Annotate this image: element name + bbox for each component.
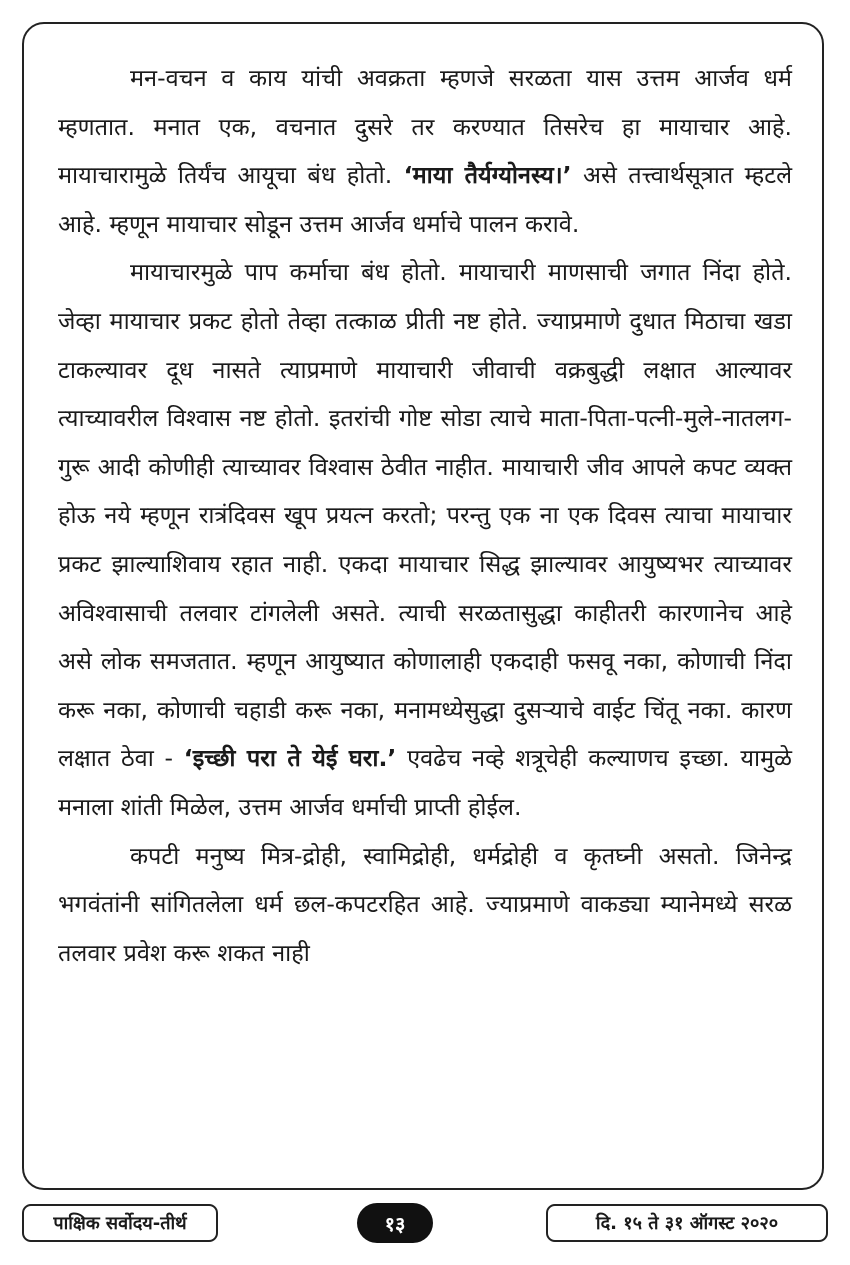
paragraph-3-text: कपटी मनुष्य मित्र-द्रोही, स्वामिद्रोही, धर्मद्रोही व कृतघ्नी असतो. जिनेन्द्र भगवंतांनी सांगितलेला धर्म छल-कपटरहित आहे. ज्याप्रमाणे वाकड्या म्यानेमध्ये सरळ तलवार प्रवेश करू शकत नाही [58, 841, 792, 967]
paragraph-2 [58, 248, 792, 831]
paragraph-1-after: असे तत्त्वार्थसूत्रात म्हटले आहे. म्हणून मायाचार सोडून उत्तम आर्जव धर्माचे पालन करावे. [58, 161, 793, 238]
publication-name: पाक्षिक सर्वोदय-तीर्थ [22, 1204, 218, 1242]
paragraph-3 [58, 832, 792, 978]
paragraph-1-quote: ‘माया तैर्यग्योनस्य।’ [403, 161, 572, 190]
page-number: १३ [357, 1203, 433, 1243]
article-body [58, 54, 792, 977]
paragraph-1 [58, 54, 792, 248]
paragraph-1-text: मन-वचन व काय यांची अवक्रता म्हणजे सरळता यास उत्तम आर्जव धर्म म्हणतात. मनात एक, वचनात दुसरे तर करण्यात तिसरेच हा मायाचार आहे. मायाचारामुळे तिर्यंच आयूचा बंध होतो. [58, 64, 792, 190]
paragraph-2-after: एवढेच नव्हे शत्रूचेही कल्याणच इच्छा. यामुळे मनाला शांती मिळेल, उत्तम आर्जव धर्माची प्राप्ती होईल. [58, 744, 792, 821]
issue-date: दि. १५ ते ३१ ऑगस्ट २०२० [546, 1204, 828, 1242]
paragraph-2-quote: ‘इच्छी परा ते येई घरा.’ [183, 744, 397, 773]
paragraph-2-text: मायाचारमुळे पाप कर्माचा बंध होतो. मायाचारी माणसाची जगात निंदा होते. जेव्हा मायाचार प्रकट होतो तेव्हा तत्काळ प्रीती नष्ट होते. ज्याप्रमाणे दुधात मिठाचा खडा टाकल्यावर दूध नासते त्याप्रमाणे मायाचारी जीवाची वक्रबुद्धी लक्षात आल्यावर त्याच्यावरील विश्वास नष्ट होतो. इतरांची गोष्ट सोडा त्याचे माता-पिता-पत्नी-मुले-नातलग-गुरू आदी कोणीही त्याच्यावर विश्वास ठेवीत नाहीत. मायाचारी जीव आपले कपट व्यक्त होऊ नये म्हणून रात्रंदिवस खूप प्रयत्न करतो; परन्तु एक ना एक दिवस त्याचा मायाचार प्रकट झाल्याशिवाय रहात नाही. एकदा मायाचार सिद्ध झाल्यावर आयुष्यभर त्याच्यावर अविश्वासाची तलवार टांगलेली असते. त्याची सरळतासुद्धा काहीतरी कारणानेच आहे असे लोक समजतात. म्हणून आयुष्यात कोणालाही एकदाही फसवू नका, कोणाची निंदा करू नका, कोणाची चहाडी करू नका, मनामध्येसुद्धा दुसऱ्याचे वाईट चिंतू नका. कारण लक्षात ठेवा - [58, 258, 792, 773]
